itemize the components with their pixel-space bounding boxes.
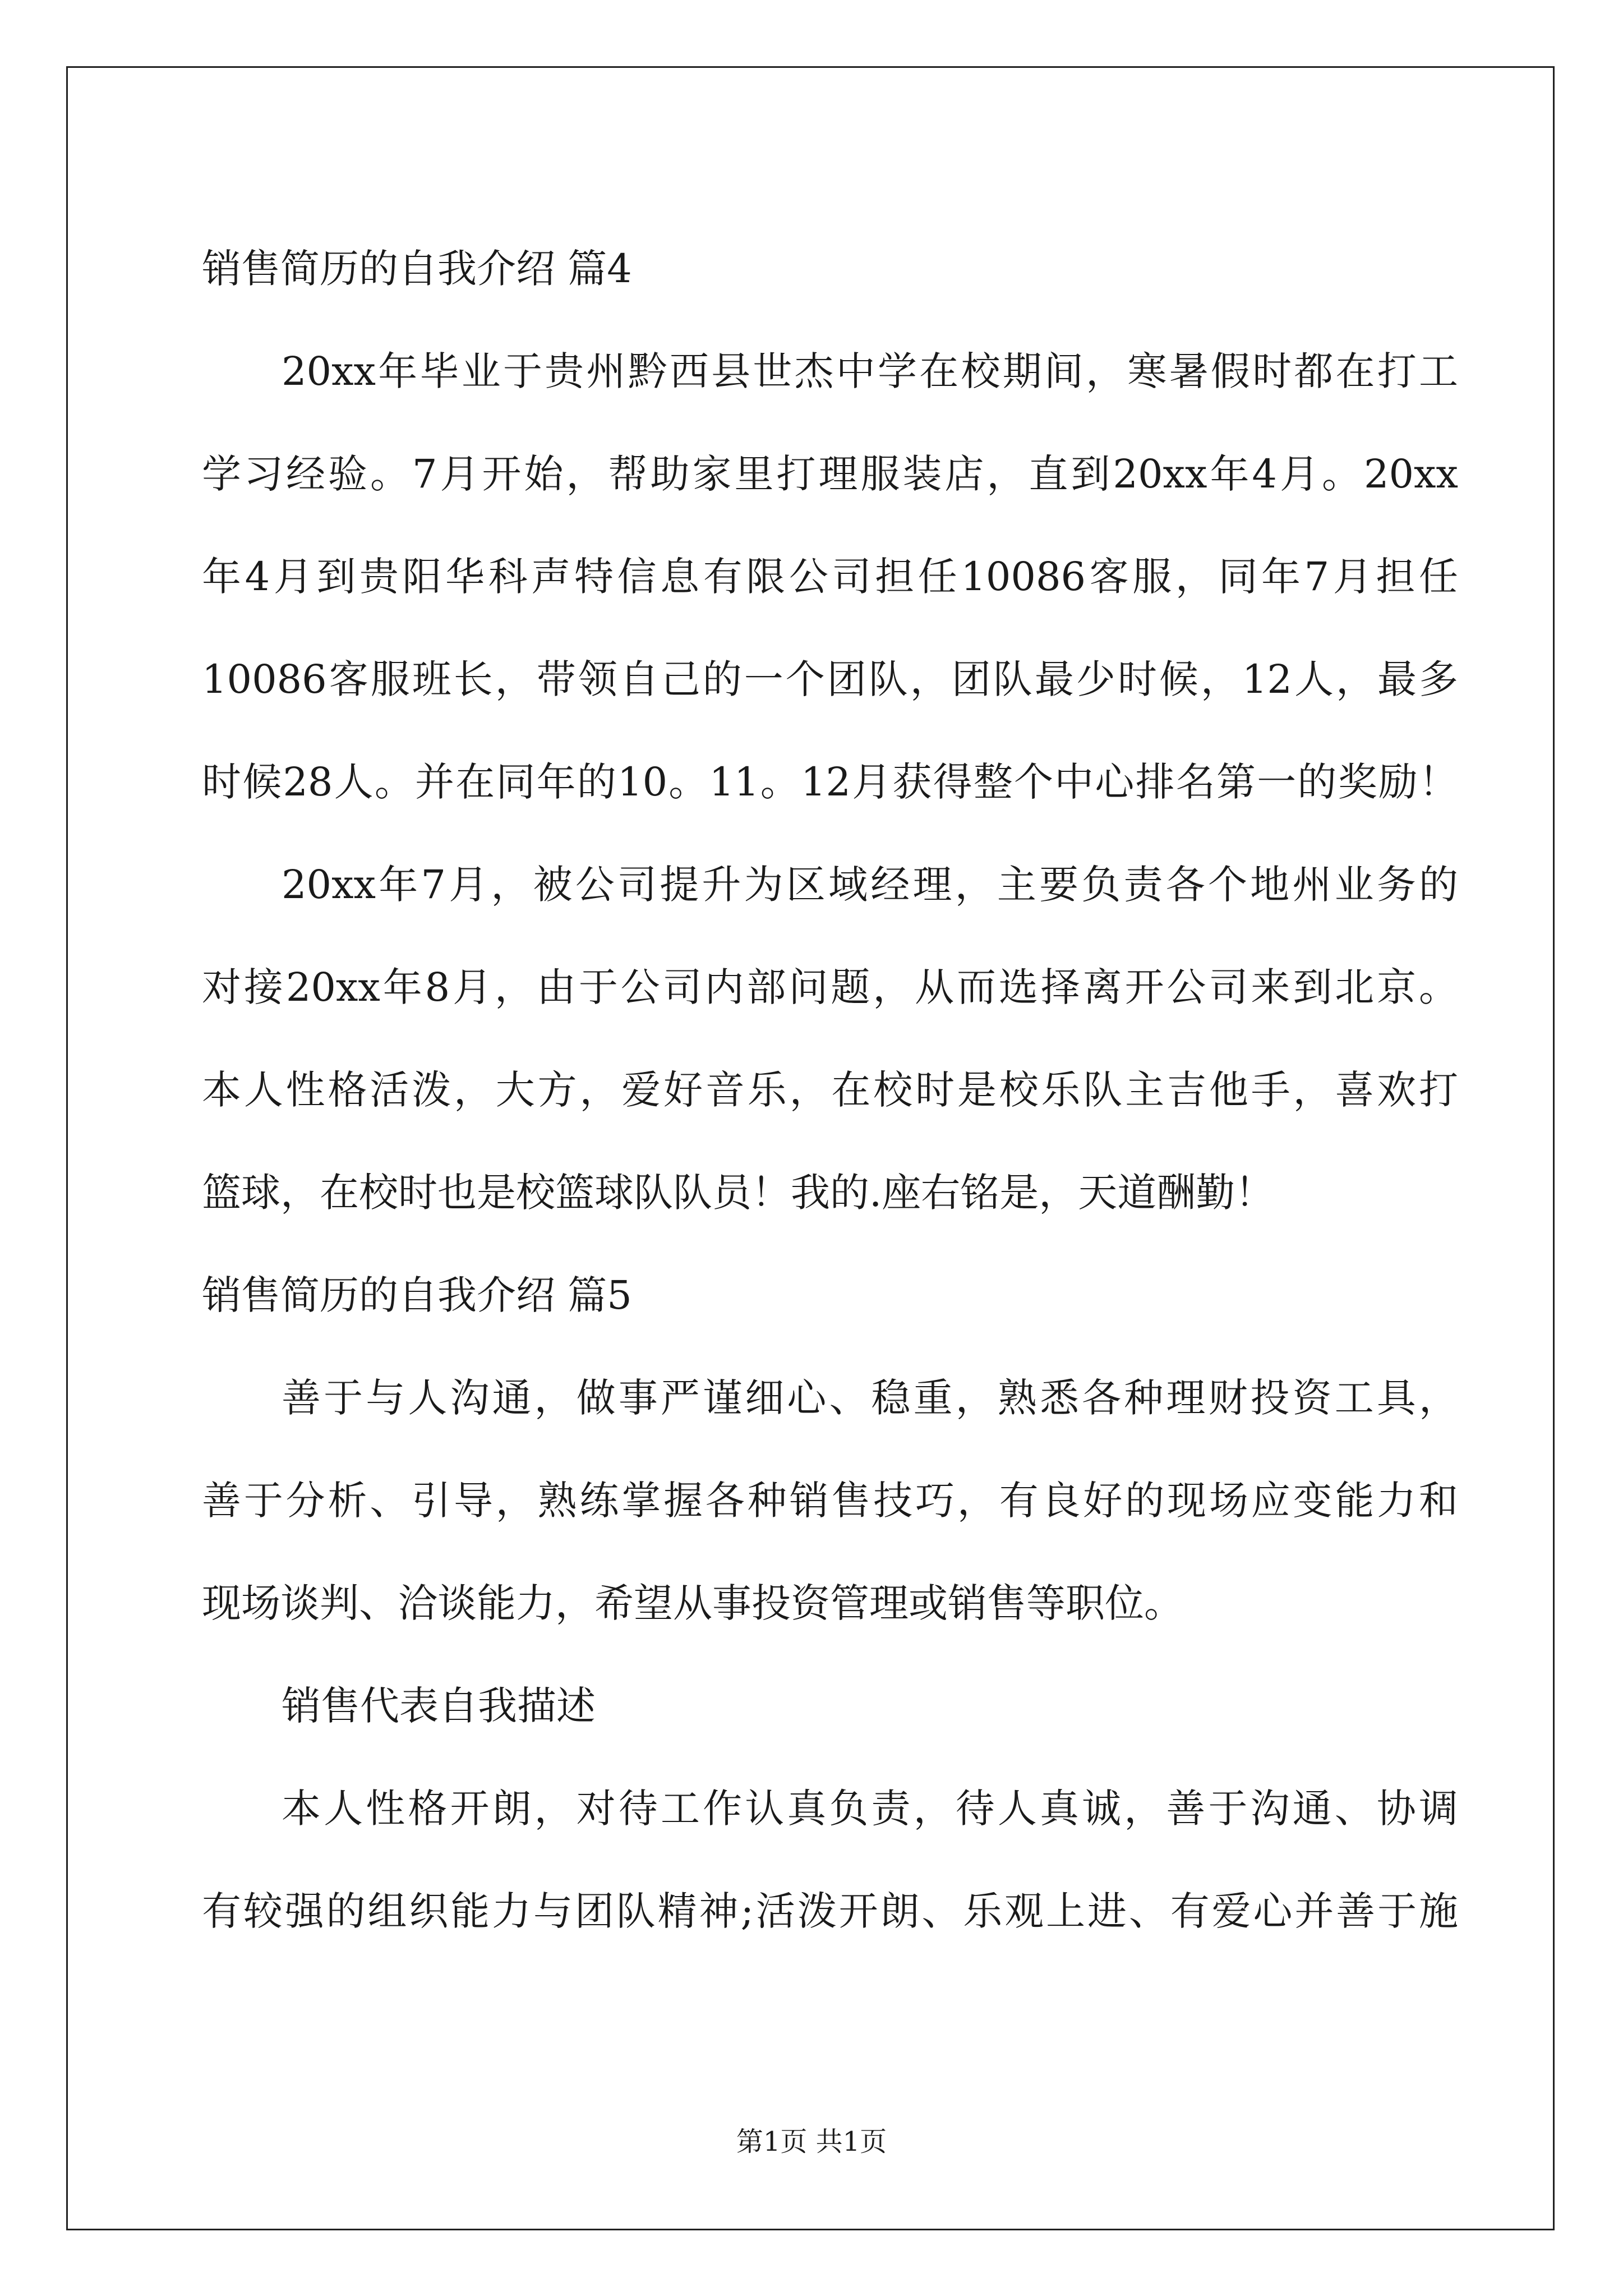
- section-heading-5: 销售简历的自我介绍 篇5: [202, 1272, 632, 1318]
- paragraph-line: 时候28人。并在同年的10。11。12月获得整个中心排名第一的奖励！: [202, 759, 1458, 805]
- paragraph-line: 20xx年7月，被公司提升为区域经理，主要负责各个地州业务的: [282, 862, 1458, 908]
- document-body: [202, 218, 1458, 1963]
- paragraph-line: 年4月到贵阳华科声特信息有限公司担任10086客服，同年7月担任: [202, 554, 1458, 600]
- paragraph-line: 本人性格活泼，大方，爱好音乐，在校时是校乐队主吉他手，喜欢打: [202, 1067, 1458, 1113]
- paragraph-line: 善于与人沟通，做事严谨细心、稳重，熟悉各种理财投资工具，: [282, 1375, 1458, 1421]
- paragraph-line: 对接20xx年8月，由于公司内部问题，从而选择离开公司来到北京。: [202, 964, 1458, 1010]
- paragraph-line: 10086客服班长，带领自己的一个团队，团队最少时候，12人，最多: [202, 656, 1458, 702]
- page-footer: 第1页 共1页: [736, 2126, 887, 2157]
- paragraph-line: 本人性格开朗，对待工作认真负责，待人真诚，善于沟通、协调: [282, 1786, 1458, 1832]
- paragraph-line: 学习经验。7月开始，帮助家里打理服装店，直到20xx年4月。20xx: [202, 451, 1458, 497]
- paragraph-line: 善于分析、引导，熟练掌握各种销售技巧，有良好的现场应变能力和: [202, 1478, 1458, 1524]
- subheading: 销售代表自我描述: [282, 1683, 596, 1729]
- section-heading-4: 销售简历的自我介绍 篇4: [202, 246, 632, 292]
- paragraph-line: 20xx年毕业于贵州黔西县世杰中学在校期间，寒暑假时都在打工: [282, 348, 1458, 394]
- paragraph-line: 有较强的组织能力与团队精神;活泼开朗、乐观上进、有爱心并善于施: [202, 1888, 1458, 1934]
- paragraph-line: 篮球，在校时也是校篮球队队员！我的.座右铭是，天道酬勤！: [202, 1170, 1275, 1216]
- paragraph-line: 现场谈判、洽谈能力，希望从事投资管理或销售等职位。: [202, 1580, 1183, 1626]
